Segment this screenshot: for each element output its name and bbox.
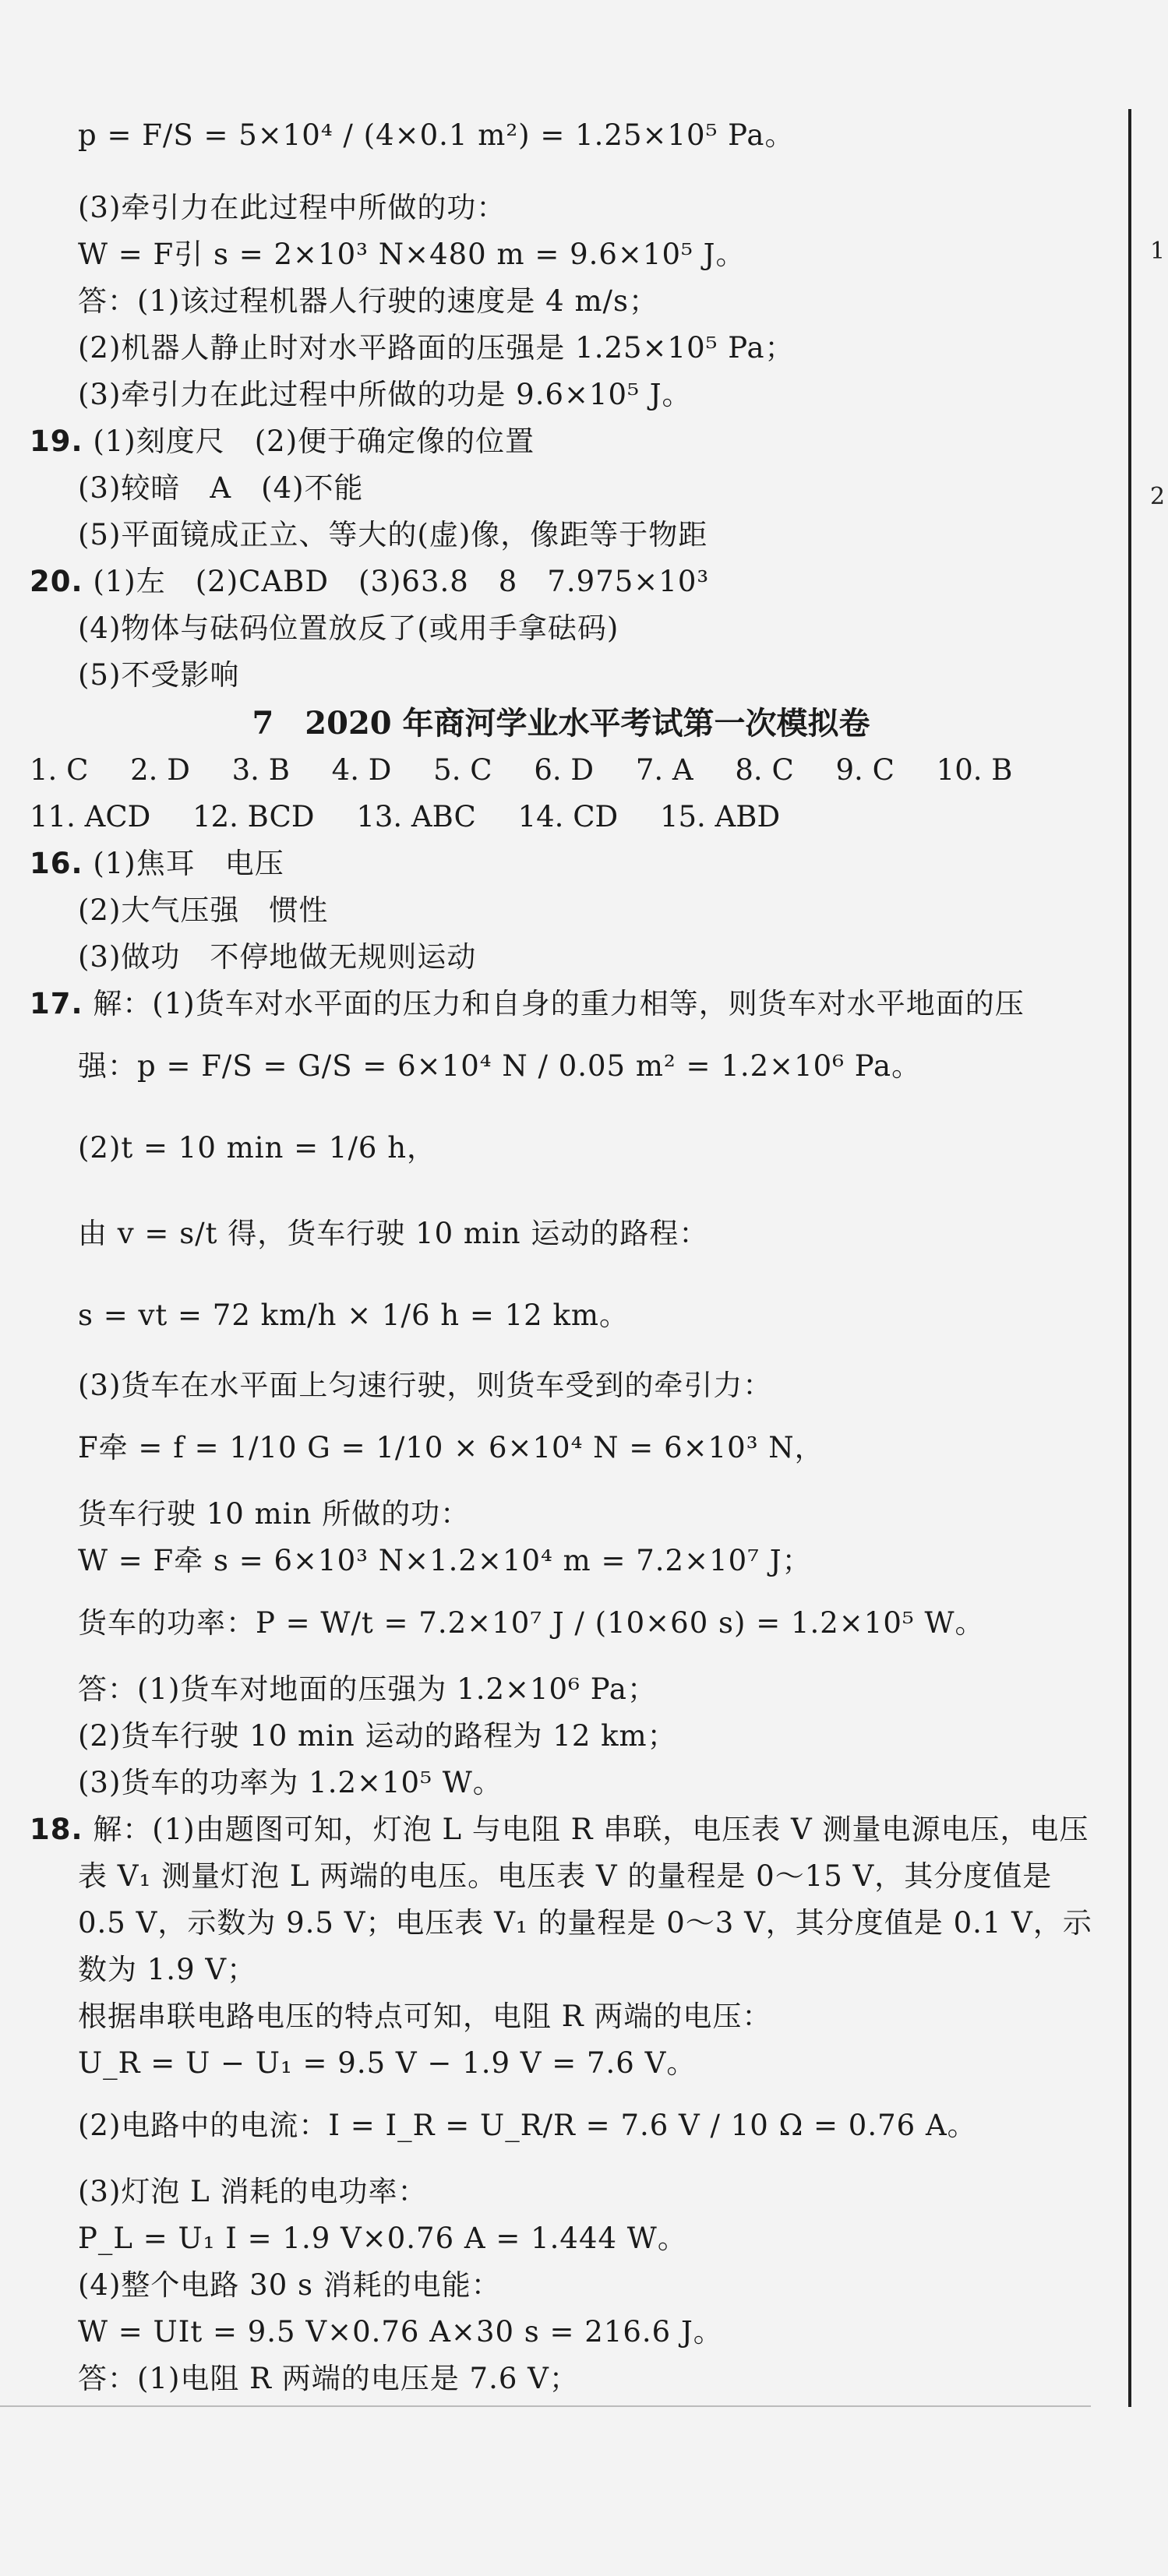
question-number: 19. xyxy=(30,425,83,458)
question-number: 20. xyxy=(30,565,83,598)
answer-line: W = F牵 s = 6×10³ N×1.2×10⁴ m = 7.2×10⁷ J； xyxy=(78,1544,812,1577)
question-number: 17. xyxy=(30,987,83,1020)
mcq-answer: 10. B xyxy=(936,753,1013,787)
answer-line: (3)牵引力在此过程中所做的功： xyxy=(78,191,506,224)
question-number: 18. xyxy=(30,1813,83,1846)
answer-text: 解：(1)由题图可知，灯泡 L 与电阻 R 串联，电压表 V 测量电源电压，电压 xyxy=(93,1813,1089,1846)
answer-line: (3)灯泡 L 消耗的电功率： xyxy=(78,2175,428,2208)
question-16 xyxy=(30,845,284,883)
mcq-answer: 13. ABC xyxy=(356,800,476,833)
question-19 xyxy=(30,423,535,460)
answer-line: (3)牵引力在此过程中所做的功是 9.6×10⁵ J。 xyxy=(78,378,692,411)
answer-text: 解：(1)货车对水平面的压力和自身的重力相等，则货车对水平地面的压 xyxy=(93,987,1025,1020)
question-20 xyxy=(30,563,709,601)
answer-text: (1)焦耳 电压 xyxy=(93,847,284,880)
mcq-answer: 14. CD xyxy=(517,800,619,833)
answer-line: (2)电路中的电流：I = I_R = U_R/R = 7.6 V / 10 Ω = 0.76 A。 xyxy=(78,2109,977,2142)
answer-line: (4)整个电路 30 s 消耗的电能： xyxy=(78,2268,501,2302)
answer-line: W = UIt = 9.5 V×0.76 A×30 s = 216.6 J。 xyxy=(78,2315,723,2349)
answer-line: (3)较暗 A (4)不能 xyxy=(78,471,364,505)
column-divider xyxy=(1128,109,1131,2407)
answer-line: (2)大气压强 惯性 xyxy=(78,893,329,927)
mcq-answer: 7. A xyxy=(635,753,693,787)
answer-line: U_R = U − U₁ = 9.5 V − 1.9 V = 7.6 V。 xyxy=(78,2046,697,2080)
answer-text: (1)左 (2)CABD (3)63.8 8 7.975×10³ xyxy=(93,565,710,598)
answer-line: 0.5 V，示数为 9.5 V；电压表 V₁ 的量程是 0～3 V，其分度值是 0.1 V，示 xyxy=(78,1906,1092,1940)
mcq-answer: 3. B xyxy=(231,753,290,787)
bottom-rule xyxy=(0,2405,1091,2407)
answer-line: 数为 1.9 V； xyxy=(78,1953,257,1986)
mcq-answer: 6. D xyxy=(534,753,595,787)
mcq-answer: 5. C xyxy=(433,753,492,787)
mcq-answer: 12. BCD xyxy=(192,800,315,833)
mcq-answer: 4. D xyxy=(331,753,392,787)
answer-line: (4)物体与砝码位置放反了(或用手拿砝码) xyxy=(78,611,619,645)
mcq-answer: 2. D xyxy=(130,753,190,787)
mcq-answer: 1. C xyxy=(30,753,89,787)
mcq-answer: 8. C xyxy=(735,753,794,787)
answer-line: (2)t = 10 min = 1/6 h， xyxy=(78,1131,437,1165)
answer-line: 答：(1)电阻 R 两端的电压是 7.6 V； xyxy=(78,2362,579,2395)
answer-line: 答：(1)该过程机器人行驶的速度是 4 m/s； xyxy=(78,284,659,318)
answer-line: 表 V₁ 测量灯泡 L 两端的电压。电压表 V 的量程是 0～15 V，其分度值是 xyxy=(78,1859,1053,1893)
question-number: 16. xyxy=(30,847,83,880)
mcq-answer: 15. ABD xyxy=(659,800,781,833)
answer-line: P_L = U₁ I = 1.9 V×0.76 A = 1.444 W。 xyxy=(78,2222,687,2255)
question-17 xyxy=(30,985,1025,1023)
answer-line: 答：(1)货车对地面的压强为 1.2×10⁶ Pa； xyxy=(78,1672,657,1706)
answer-line: (3)货车在水平面上匀速行驶，则货车受到的牵引力： xyxy=(78,1369,773,1402)
mcq-answers-row-1 xyxy=(30,752,1045,789)
answer-line: (5)不受影响 xyxy=(78,658,240,692)
answer-line: (3)做功 不停地做无规则运动 xyxy=(78,940,477,974)
answer-line: (2)机器人静止时对水平路面的压强是 1.25×10⁵ Pa； xyxy=(78,331,795,365)
answer-line: s = vt = 72 km/h × 1/6 h = 12 km。 xyxy=(78,1299,629,1332)
answer-line: (5)平面镜成正立、等大的(虚)像，像距等于物距 xyxy=(78,518,708,551)
answer-line: p = F/S = 5×10⁴ / (4×0.1 m²) = 1.25×10⁵ Pa。 xyxy=(78,118,795,152)
answer-line: F牵 = f = 1/10 G = 1/10 × 6×10⁴ N = 6×10³ N， xyxy=(78,1431,824,1464)
answer-line: W = F引 s = 2×10³ N×480 m = 9.6×10⁵ J。 xyxy=(78,238,746,271)
answer-line: (2)货车行驶 10 min 运动的路程为 12 km； xyxy=(78,1719,677,1753)
answer-text: (1)刻度尺 (2)便于确定像的位置 xyxy=(93,425,535,458)
answer-line: 货车的功率：P = W/t = 7.2×10⁷ J / (10×60 s) = 1.2×10⁵ W。 xyxy=(78,1606,985,1640)
answer-line: 货车行驶 10 min 所做的功： xyxy=(78,1497,471,1531)
mcq-answer: 11. ACD xyxy=(30,800,151,833)
mcq-answer: 9. C xyxy=(835,753,895,787)
edge-mark-2: 2 xyxy=(1150,483,1166,510)
answer-line: (3)货车的功率为 1.2×10⁵ W。 xyxy=(78,1766,503,1799)
answer-line: 根据串联电路电压的特点可知，电阻 R 两端的电压： xyxy=(78,2000,772,2033)
edge-mark-1: 1 xyxy=(1150,238,1166,265)
question-18 xyxy=(30,1811,1089,1848)
section-title: 7 2020 年商河学业水平考试第一次模拟卷 xyxy=(252,705,870,742)
answer-line: 强：p = F/S = G/S = 6×10⁴ N / 0.05 m² = 1.2×10⁶ Pa。 xyxy=(78,1049,922,1083)
mcq-answers-row-2 xyxy=(30,798,813,836)
answer-line: 由 v = s/t 得，货车行驶 10 min 运动的路程： xyxy=(78,1217,709,1250)
